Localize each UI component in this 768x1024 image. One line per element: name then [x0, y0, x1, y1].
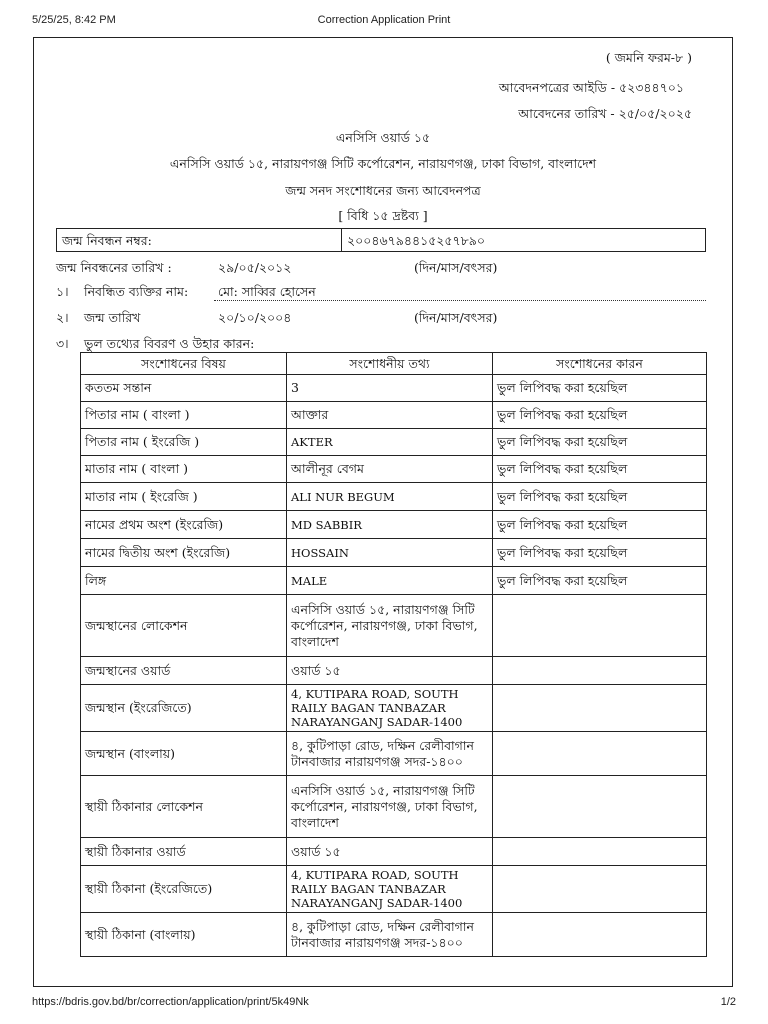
cell-subject: জন্মস্থান (ইংরেজিতে): [81, 685, 287, 732]
cell-reason: [493, 866, 707, 913]
item-3-label: ভুল তথ্যের বিবরণ ও উহার কারন:: [84, 336, 255, 351]
cell-value: ওয়ার্ড ১৫: [287, 838, 493, 866]
cell-value: 4, KUTIPARA ROAD, SOUTH RAILY BAGAN TANBAZAR NARAYANGANJ SADAR-1400: [287, 685, 493, 732]
table-row: [81, 657, 707, 685]
cell-subject: নামের দ্বিতীয় অংশ (ইংরেজি): [81, 539, 287, 567]
table-row: [81, 375, 707, 402]
cell-subject: স্থায়ী ঠিকানার লোকেশন: [81, 776, 287, 838]
cell-subject: জন্মস্থানের ওয়ার্ড: [81, 657, 287, 685]
cell-subject: কততম সন্তান: [81, 375, 287, 402]
cell-value: HOSSAIN: [287, 539, 493, 567]
cell-subject: স্থায়ী ঠিকানা (ইংরেজিতে): [81, 866, 287, 913]
item-2-label: জন্ম তারিখ: [84, 310, 141, 325]
cell-value: 4, KUTIPARA ROAD, SOUTH RAILY BAGAN TANBAZAR NARAYANGANJ SADAR-1400: [287, 866, 493, 913]
cell-value: MD SABBIR: [287, 511, 493, 539]
cell-value: 3: [287, 375, 493, 402]
cell-reason: ভুল লিপিবদ্ধ করা হয়েছিল: [493, 402, 707, 429]
registration-number-value: ২০০৪৬৭৯৪৪১৫২৫৭৮৯০: [347, 233, 486, 248]
office-full-address: এনসিসি ওয়ার্ড ১৫, নারায়ণগঞ্জ সিটি কর্পোরেশন, নারায়ণগঞ্জ, ঢাকা বিভাগ, বাংলাদেশ: [169, 156, 597, 171]
table-row: [81, 539, 707, 567]
cell-value: ৪, কুটিপাড়া রোড, দক্ষিন রেলীবাগান টানবাজার নারায়ণগঞ্জ সদর-১৪০০: [287, 913, 493, 957]
cell-subject: স্থায়ী ঠিকানা (বাংলায়): [81, 913, 287, 957]
cell-reason: ভুল লিপিবদ্ধ করা হয়েছিল: [493, 429, 707, 456]
cell-subject: জন্মস্থান (বাংলায়): [81, 732, 287, 776]
cell-reason: [493, 732, 707, 776]
cell-subject: স্থায়ী ঠিকানার ওয়ার্ড: [81, 838, 287, 866]
table-row: [81, 567, 707, 595]
cell-value: ওয়ার্ড ১৫: [287, 657, 493, 685]
cell-subject: মাতার নাম ( ইংরেজি ): [81, 483, 287, 511]
table-row: [81, 402, 707, 429]
table-row: [81, 838, 707, 866]
print-timestamp: 5/25/25, 8:42 PM: [32, 14, 116, 26]
cell-reason: ভুল লিপিবদ্ধ করা হয়েছিল: [493, 375, 707, 402]
print-header: [32, 14, 736, 30]
cell-subject: পিতার নাম ( বাংলা ): [81, 402, 287, 429]
item-3-number: ৩।: [56, 336, 69, 351]
print-title: Correction Application Print: [317, 14, 451, 26]
cell-value: ৪, কুটিপাড়া রোড, দক্ষিন রেলীবাগান টানবাজার নারায়ণগঞ্জ সদর-১৪০০: [287, 732, 493, 776]
print-footer: [32, 996, 736, 1012]
table-header-row: [81, 353, 707, 375]
office-name: এনসিসি ওয়ার্ড ১৫: [335, 130, 431, 145]
item-2-number: ২।: [56, 310, 69, 325]
table-row: [81, 913, 707, 957]
page-number: 1/2: [720, 996, 736, 1008]
registration-date-label: জন্ম নিবন্ধনের তারিখ :: [56, 260, 172, 275]
cell-subject: মাতার নাম ( বাংলা ): [81, 456, 287, 483]
cell-subject: লিঙ্গ: [81, 567, 287, 595]
application-date: আবেদনের তারিখ - ২৫/০৫/২০২৫: [518, 106, 692, 121]
cell-reason: ভুল লিপিবদ্ধ করা হয়েছিল: [493, 456, 707, 483]
cell-subject: জন্মস্থানের লোকেশন: [81, 595, 287, 657]
registered-person-name: মো: সাব্বির হোসেন: [218, 284, 316, 299]
page-url: https://bdris.gov.bd/br/correction/application/print/5k49Nk: [32, 996, 309, 1008]
cell-value: ALI NUR BEGUM: [287, 483, 493, 511]
cell-value: AKTER: [287, 429, 493, 456]
table-row: [81, 511, 707, 539]
cell-value: আক্তার: [287, 402, 493, 429]
cell-reason: ভুল লিপিবদ্ধ করা হয়েছিল: [493, 511, 707, 539]
cell-value: এনসিসি ওয়ার্ড ১৫, নারায়ণগঞ্জ সিটি কর্পোরেশন, নারায়ণগঞ্জ, ঢাকা বিভাগ, বাংলাদেশ: [287, 595, 493, 657]
column-header-reason: সংশোধনের কারন: [493, 353, 707, 375]
birth-date-format: (দিন/মাস/বৎসর): [414, 310, 498, 325]
cell-subject: পিতার নাম ( ইংরেজি ): [81, 429, 287, 456]
table-row: [81, 595, 707, 657]
table-row: [81, 776, 707, 838]
cell-subject: নামের প্রথম অংশ (ইংরেজি): [81, 511, 287, 539]
registration-date-format: (দিন/মাস/বৎসর): [414, 260, 498, 275]
registration-number-label: জন্ম নিবন্ধন নম্বর:: [62, 233, 152, 248]
cell-reason: ভুল লিপিবদ্ধ করা হয়েছিল: [493, 539, 707, 567]
cell-reason: ভুল লিপিবদ্ধ করা হয়েছিল: [493, 567, 707, 595]
correction-table-body: [81, 375, 707, 957]
birth-date-value: ২০/১০/২০০৪: [218, 310, 292, 325]
item-1-label: নিবন্ধিত ব্যক্তির নাম:: [84, 284, 189, 299]
cell-reason: [493, 595, 707, 657]
form-title: জন্ম সনদ সংশোধনের জন্য আবেদনপত্র: [285, 183, 481, 198]
item-1-number: ১।: [56, 284, 69, 299]
cell-reason: [493, 913, 707, 957]
application-id: আবেদনপত্রের আইডি - ৫২৩৪৪৭০১: [498, 80, 684, 95]
column-header-value: সংশোধনীয় তথ্য: [287, 353, 493, 375]
cell-value: এনসিসি ওয়ার্ড ১৫, নারায়ণগঞ্জ সিটি কর্পোরেশন, নারায়ণগঞ্জ, ঢাকা বিভাগ, বাংলাদেশ: [287, 776, 493, 838]
cell-value: MALE: [287, 567, 493, 595]
correction-table: [80, 352, 707, 957]
name-dotted-line: [214, 300, 706, 301]
cell-reason: ভুল লিপিবদ্ধ করা হয়েছিল: [493, 483, 707, 511]
cell-reason: [493, 685, 707, 732]
table-row: [81, 685, 707, 732]
registration-date-value: ২৯/০৫/২০১২: [218, 260, 292, 275]
table-row: [81, 866, 707, 913]
cell-value: আলীনূর বেগম: [287, 456, 493, 483]
cell-reason: [493, 838, 707, 866]
form-number: ( জমনি ফরম-৮ ): [605, 50, 692, 65]
table-row: [81, 429, 707, 456]
registration-number-box: [56, 228, 706, 252]
table-row: [81, 483, 707, 511]
table-row: [81, 732, 707, 776]
cell-reason: [493, 776, 707, 838]
form-frame: [33, 37, 733, 987]
registration-box-divider: [341, 229, 342, 251]
table-row: [81, 456, 707, 483]
column-header-subject: সংশোধনের বিষয়: [81, 353, 287, 375]
cell-reason: [493, 657, 707, 685]
rule-reference: [ বিধি ১৫ দ্রষ্টব্য ]: [338, 208, 428, 223]
